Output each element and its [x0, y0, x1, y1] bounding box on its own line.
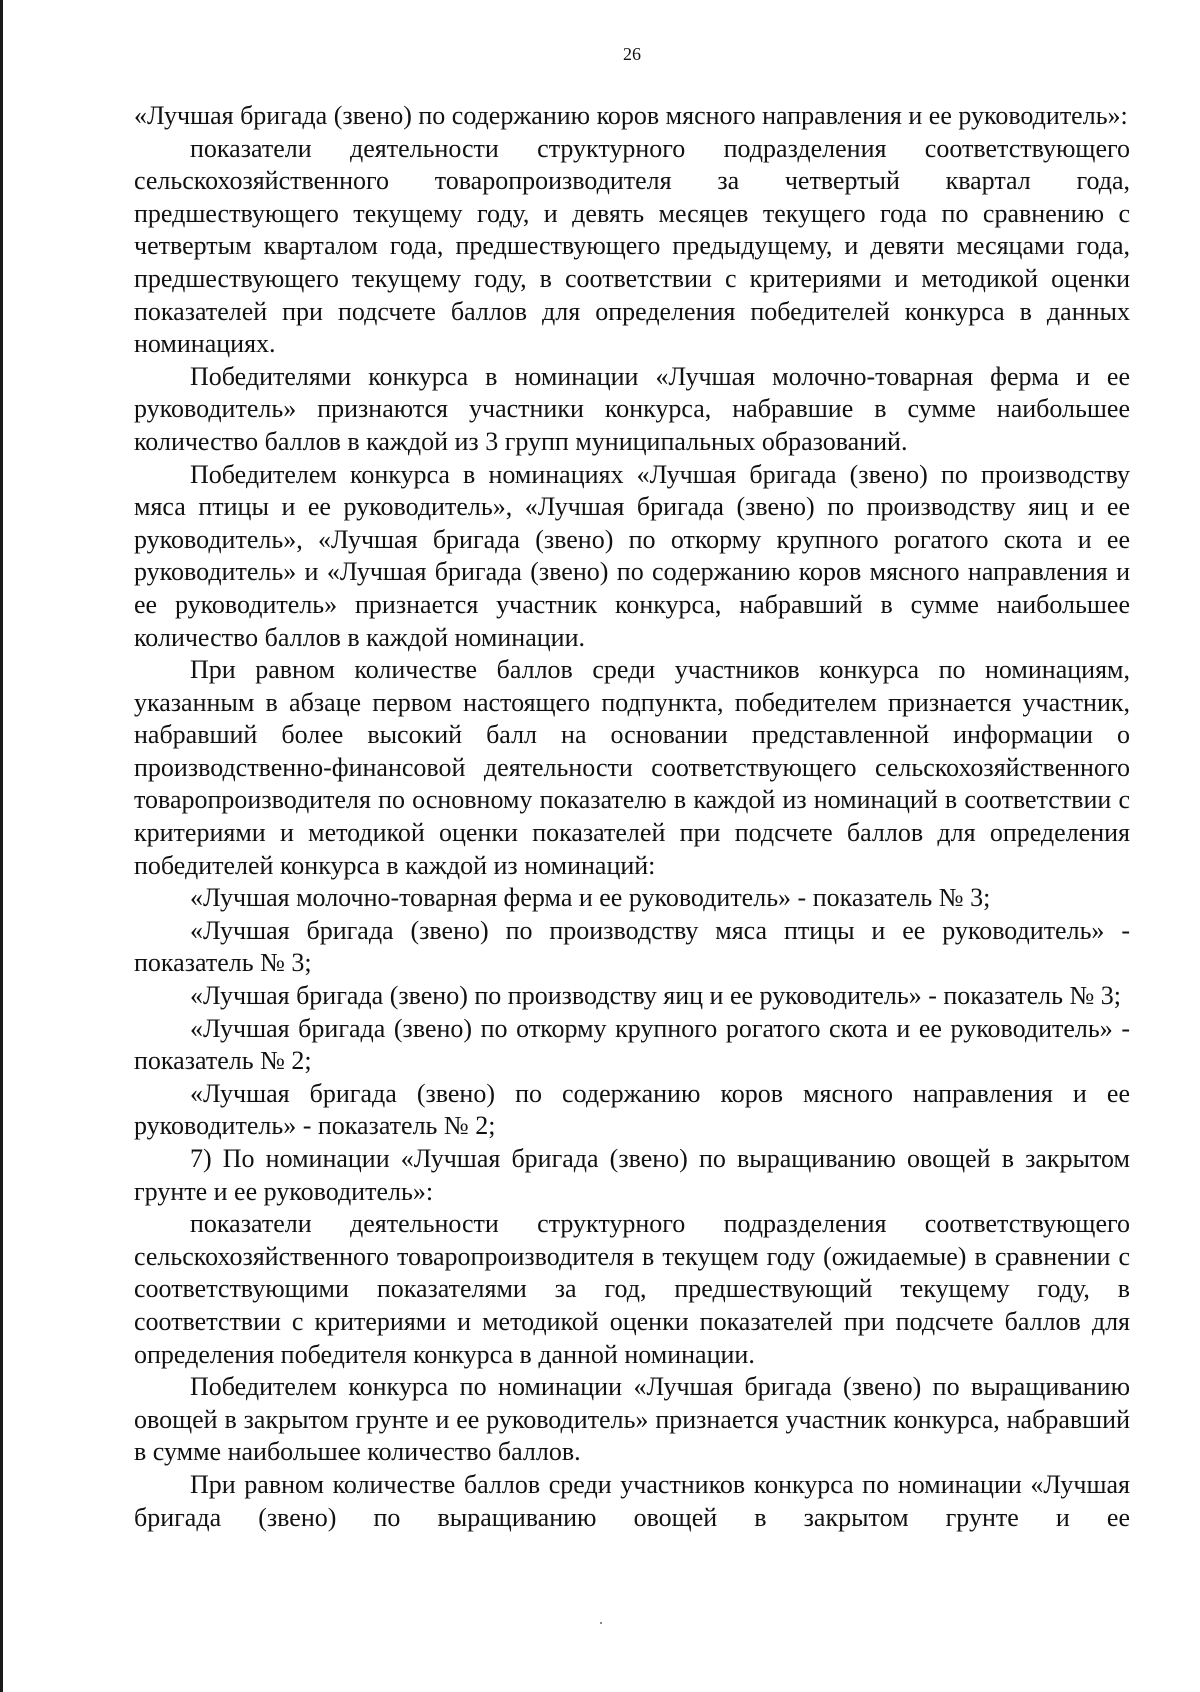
scan-left-border [0, 0, 3, 1692]
page-number: 26 [623, 44, 641, 64]
paragraph-3: Победителями конкурса в номинации «Лучшая молочно-товарная ферма и ее руководитель» признаются участники конкурса, набравшие в сумме наибольшее количество баллов в каждой из 3 групп муниципальных образований. [134, 361, 1130, 456]
paragraph-1: «Лучшая бригада (звено) по содержанию коров мясного направления и ее руководитель»: [134, 101, 1128, 130]
paragraph-2: показатели деятельности структурного подразделения соответствующего сельскохозяйственного товаропроизводителя за четвертый квартал года, предшествующего текущему году, и девять месяцев текущего года по сравнению с четвертым кварталом года, предшествующего предыдущему, и девяти месяцами года, предшествующего текущему году, в соответствии с критериями и методикой оценки показателей при подсчете баллов для определения победителей конкурса в данных номинациях. [134, 133, 1130, 359]
paragraph-7: «Лучшая бригада (звено) по производству мяса птицы и ее руководитель» - показатель № 3; [134, 915, 1130, 978]
paragraph-9: «Лучшая бригада (звено) по откорму крупного рогатого скота и ее руководитель» - показатель № 2; [134, 1013, 1130, 1076]
paragraph-14: При равном количестве баллов среди участников конкурса по номинации «Лучшая бригада (звено) по выращиванию овощей в закрытом грунте и ее [134, 1469, 1130, 1532]
paragraph-6: «Лучшая молочно-товарная ферма и ее руководитель» - показатель № 3; [190, 883, 991, 913]
document-body [134, 100, 1130, 1534]
paragraph-10: «Лучшая бригада (звено) по содержанию коров мясного направления и ее руководитель» - показатель № 2; [134, 1078, 1130, 1141]
paragraph-12: показатели деятельности структурного подразделения соответствующего сельскохозяйственного товаропроизводителя в текущем году (ожидаемые) в сравнении с соответствующими показателями за год, предшествующий текущему году, в соответствии с критериями и методикой оценки показателей при подсчете баллов для определения победителя конкурса в данной номинации. [134, 1209, 1130, 1369]
scan-artifact [600, 1622, 602, 1624]
paragraph-4: Победителем конкурса в номинациях «Лучшая бригада (звено) по производству мяса птицы и ее руководитель», «Лучшая бригада (звено) по производству яиц и ее руководитель», «Лучшая бригада (звено) по откорму крупного рогатого скота и ее руководитель» и «Лучшая бригада (звено) по содержанию коров мясного направления и ее руководитель» признается участник конкурса, набравший в сумме наибольшее количество баллов в каждой номинации. [134, 459, 1130, 652]
paragraph-13: Победителем конкурса по номинации «Лучшая бригада (звено) по выращиванию овощей в закрытом грунте и ее руководитель» признается участник конкурса, набравший в сумме наибольшее количество баллов. [134, 1372, 1130, 1467]
paragraph-11: 7) По номинации «Лучшая бригада (звено) по выращиванию овощей в закрытом грунте и ее руководитель»: [134, 1144, 1130, 1206]
paragraph-8: «Лучшая бригада (звено) по производству яиц и ее руководитель» - показатель № 3; [190, 981, 1121, 1011]
paragraph-5: При равном количестве баллов среди участников конкурса по номинациям, указанным в абзаце первом настоящего подпункта, победителем признается участник, набравший более высокий балл на основании представленной информации о производственно-финансовой деятельности соответствующего сельскохозяйственного товаропроизводителя по основному показателю в каждой из номинаций в соответствии с критериями и методикой оценки показателей при подсчете баллов для определения победителей конкурса в каждой из номинаций: [134, 655, 1130, 880]
